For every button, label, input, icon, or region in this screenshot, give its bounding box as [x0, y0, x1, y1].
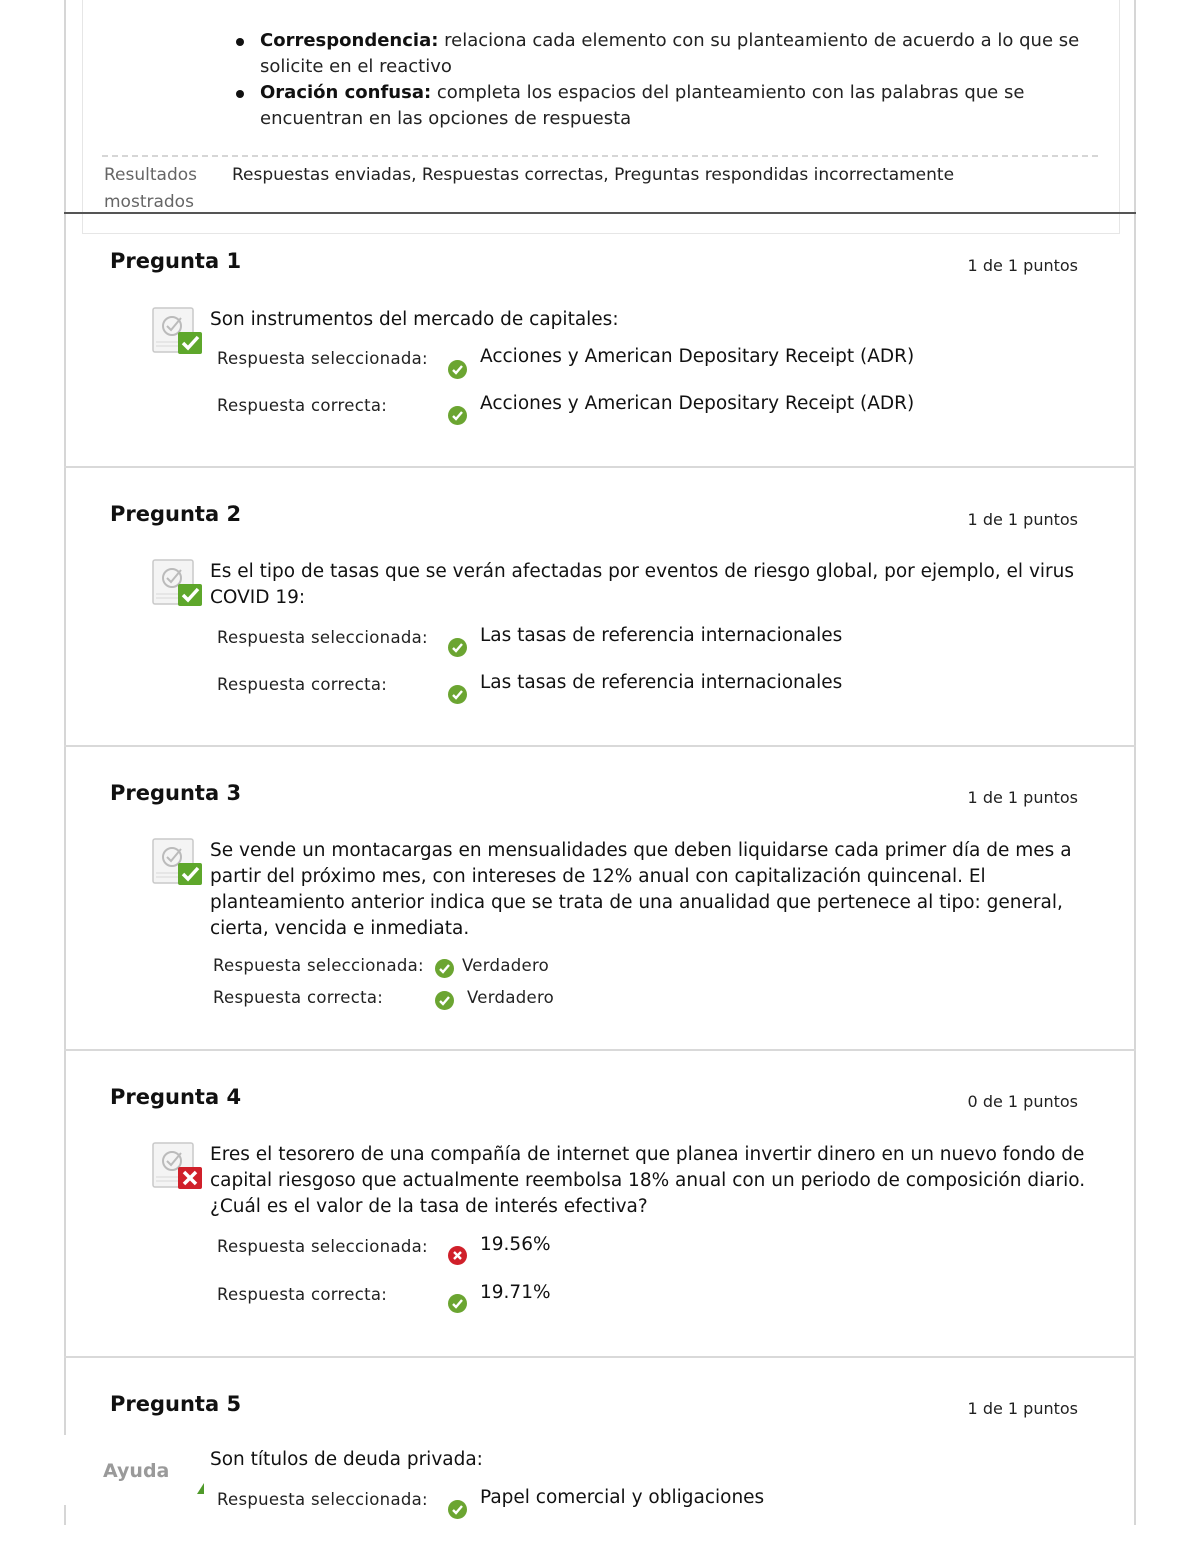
check-icon [448, 406, 467, 425]
check-icon [448, 1294, 467, 1313]
results-shown-label: Resultados mostrados [104, 165, 197, 212]
correct-answer-value: Verdadero [467, 988, 555, 1007]
question-points: 0 de 1 puntos [967, 1092, 1078, 1111]
bullet-icon [236, 38, 244, 46]
selected-answer-label: Respuesta seleccionada: [217, 1237, 428, 1256]
selected-answer-value: 19.56% [480, 1234, 551, 1255]
question-points: 1 de 1 puntos [967, 256, 1078, 275]
question-text: Son títulos de deuda privada: [210, 1449, 483, 1470]
cross-icon [448, 1246, 467, 1265]
question-5 [66, 1358, 1134, 1553]
selected-answer-value: Papel comercial y obligaciones [480, 1487, 765, 1508]
question-points: 1 de 1 puntos [967, 1399, 1078, 1418]
question-text: Eres el tesorero de una compañía de internet que planea invertir dinero en un nuevo fondo de capital riesgoso que actualmente reembolsa 18% anual con un periodo de composición diario. ¿Cuál es el valor de la tasa de interés efectiva? [210, 1144, 1086, 1217]
question-points: 1 de 1 puntos [967, 788, 1078, 807]
selected-answer-label: Respuesta seleccionada: [217, 1490, 428, 1509]
question-1 [66, 240, 1134, 466]
question-title: Pregunta 1 [110, 249, 242, 273]
check-icon [448, 638, 467, 657]
instruction-text: relaciona cada elemento con su planteamiento de acuerdo a lo que se solicite en el reactivo [260, 30, 1080, 77]
check-icon [448, 1500, 467, 1519]
check-icon [435, 959, 454, 978]
question-text: Se vende un montacargas en mensualidades que deben liquidarse cada primer día de mes a partir del próximo mes, con intereses de 12% anual con capitalización quincenal. El planteamiento anterior indica que se trata de una anualidad que pertenece al tipo: general, cierta, vencida e inmediata. [210, 840, 1072, 939]
correct-answer-label: Respuesta correcta: [217, 675, 388, 694]
section-divider [64, 212, 1136, 214]
question-title: Pregunta 3 [110, 781, 242, 805]
question-text: Es el tipo de tasas que se verán afectadas por eventos de riesgo global, por ejemplo, el virus COVID 19: [210, 561, 1075, 608]
correct-doc-icon [152, 835, 202, 885]
correct-answer-value: Las tasas de referencia internacionales [480, 672, 843, 693]
check-icon [435, 991, 454, 1010]
correct-doc-icon [152, 556, 202, 606]
correct-answer-label: Respuesta correcta: [217, 396, 388, 415]
bullet-icon [236, 90, 244, 98]
question-title: Pregunta 5 [110, 1392, 242, 1416]
instruction-term: Oración confusa: [260, 82, 432, 103]
correct-answer-label: Respuesta correcta: [217, 1285, 388, 1304]
check-icon [448, 360, 467, 379]
question-4 [66, 1051, 1134, 1356]
check-icon [448, 685, 467, 704]
question-text: Son instrumentos del mercado de capitales: [210, 309, 619, 330]
selected-answer-value: Verdadero [462, 956, 550, 975]
instruction-item [260, 80, 1090, 132]
results-shown-value: Respuestas enviadas, Respuestas correctas, Preguntas respondidas incorrectamente [232, 165, 955, 185]
incorrect-doc-icon [152, 1139, 202, 1189]
selected-answer-label: Respuesta seleccionada: [217, 349, 428, 368]
help-button[interactable]: Ayuda [103, 1460, 170, 1482]
question-points: 1 de 1 puntos [967, 510, 1078, 529]
question-title: Pregunta 2 [110, 502, 242, 526]
instructions-list [260, 28, 1090, 132]
selected-answer-value: Las tasas de referencia internacionales [480, 625, 843, 646]
instruction-term: Correspondencia: [260, 30, 439, 51]
divider [102, 155, 1098, 157]
question-3 [66, 747, 1134, 1049]
instruction-text: completa los espacios del planteamiento con las palabras que se encuentran en las opciones de respuesta [260, 82, 1025, 129]
correct-doc-icon [152, 304, 202, 354]
question-title: Pregunta 4 [110, 1085, 242, 1109]
selected-answer-label: Respuesta seleccionada: [213, 956, 424, 975]
correct-answer-value: 19.71% [480, 1282, 551, 1303]
instruction-item [260, 28, 1090, 80]
frame-right-border [1134, 0, 1136, 1525]
correct-answer-value: Acciones y American Depositary Receipt (ADR) [480, 393, 915, 414]
selected-answer-value: Acciones y American Depositary Receipt (ADR) [480, 346, 915, 367]
correct-answer-label: Respuesta correcta: [213, 988, 384, 1007]
help-corner-icon [197, 1483, 204, 1494]
question-2 [66, 468, 1134, 746]
selected-answer-label: Respuesta seleccionada: [217, 628, 428, 647]
